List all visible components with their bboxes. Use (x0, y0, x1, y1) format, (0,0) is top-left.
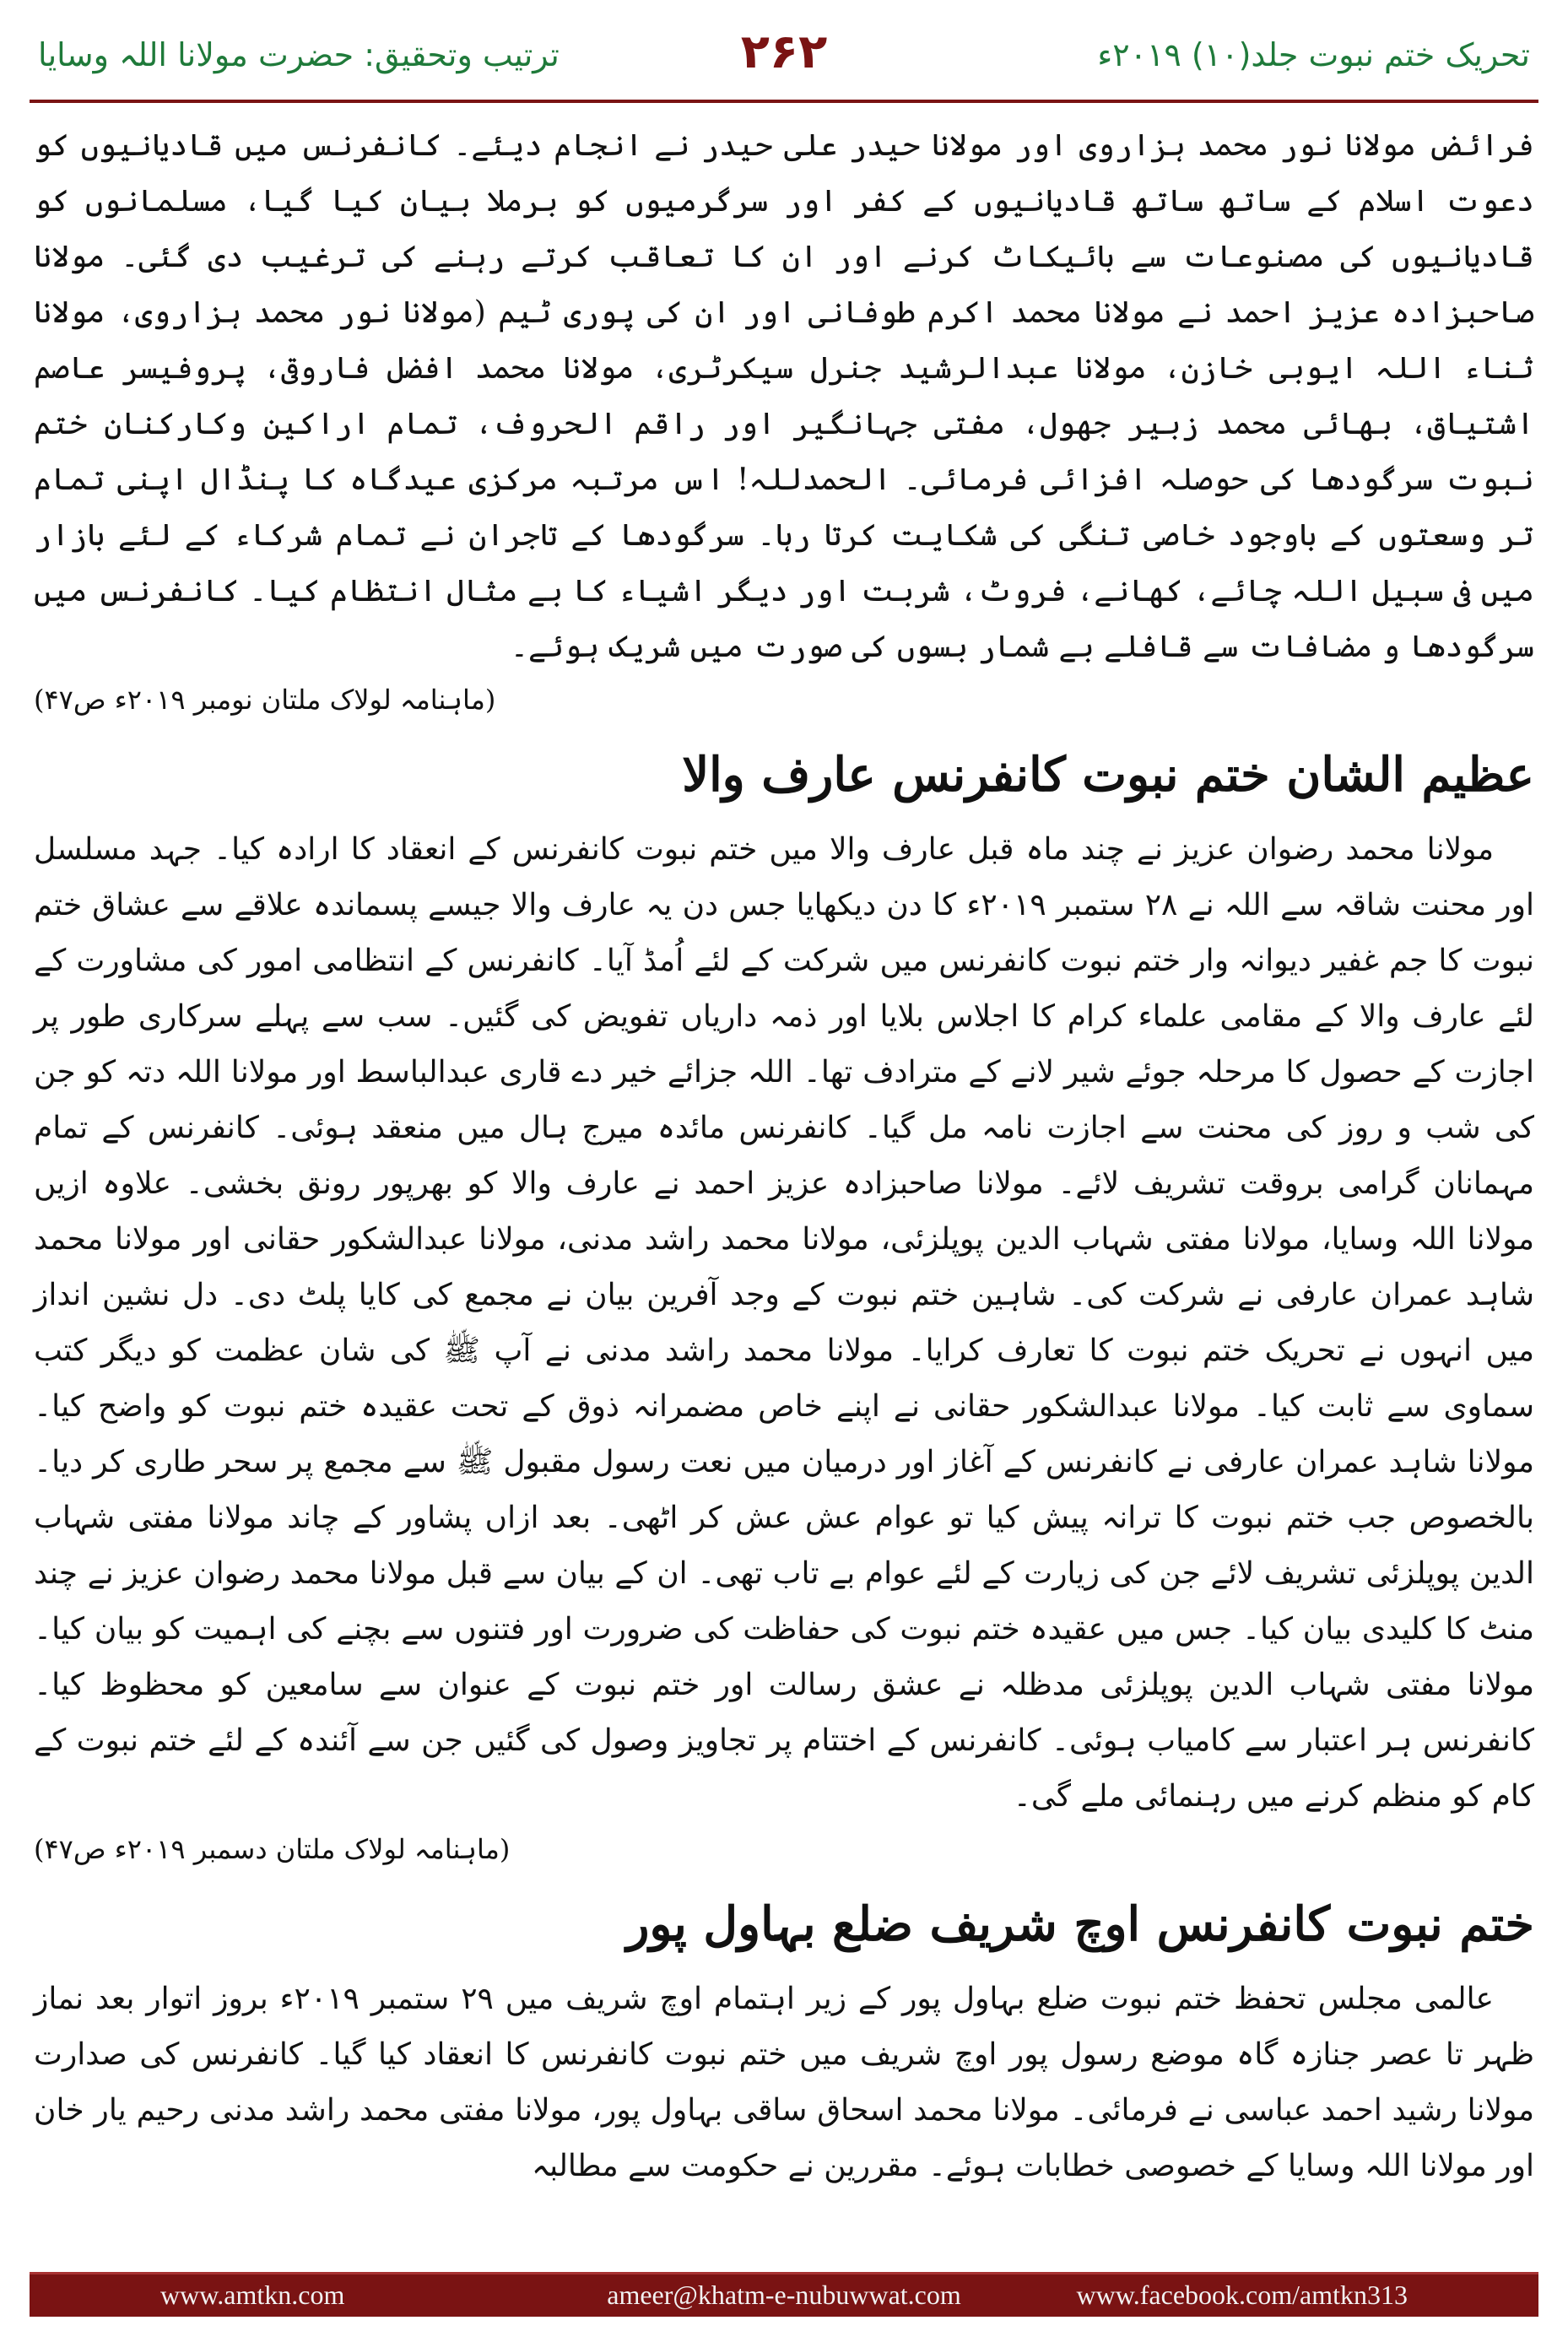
section-heading: عظیم الشان ختم نبوت کانفرنس عارف والا (682, 747, 1534, 803)
citation-text: (ماہنامہ لولاک ملتان نومبر ۲۰۱۹ء ص۴۷) (34, 684, 496, 716)
citation (34, 1825, 1534, 1874)
footer-website-link[interactable]: www.amtkn.com (160, 2280, 345, 2310)
page-footer (30, 2272, 1538, 2317)
paragraph: عالمی مجلس تحفظ ختم نبوت ضلع بہاول پور کے زیر اہتمام اوچ شریف میں ۲۹ ستمبر ۲۰۱۹ء بروز اتوار بعد نماز ظہر تا عصر جنازہ گاہ موضع رسول پور اوچ شریف میں ختم نبوت کانفرنس کا انعقاد کیا گیا۔ کانفرنس کی صدارت مولانا رشید احمد عباسی نے فرمائی۔ مولانا محمد اسحاق ساقی بہاول پور، مولانا مفتی محمد راشد مدنی رحیم یار خان اور مولانا اللہ وسایا کے خصوصی خطابات ہوئے۔ مقررین نے حکومت سے مطالبہ (34, 1982, 1534, 2183)
header-book-title: تحریک ختم نبوت جلد(۱۰) ۲۰۱۹ء (1097, 36, 1530, 73)
page-number: ۲۶۲ (740, 24, 828, 79)
section-uch-sharif (34, 1882, 1534, 2194)
section-heading: ختم نبوت کانفرنس اوچ شریف ضلع بہاول پور (626, 1896, 1534, 1952)
article-body (34, 118, 1534, 2262)
footer-facebook-link[interactable]: www.facebook.com/amtkn313 (1076, 2280, 1408, 2310)
header-compiler: ترتیب وتحقیق: حضرت مولانا اللہ وسایا (38, 36, 560, 73)
citation (34, 675, 1534, 724)
paragraph: فرائض مولانا نور محمد ہزاروی اور مولانا حیدر علی حیدر نے انجام دیئے۔ کانفرنس میں قادیانیوں کو دعوت اسلام کے ساتھ ساتھ قادیانیوں کے کفر اور سرگرمیوں کو برملا بیان کیا گیا، مسلمانوں کو قادیانیوں کی مصنوعات سے بائیکاٹ کرنے اور ان کا تعاقب کرتے رہنے کی ترغیب دی گئی۔ مولانا صاحبزادہ عزیز احمد نے مولانا محمد اکرم طوفانی اور ان کی پوری ٹیم (مولانا نور محمد ہزاروی، مولانا ثناء اللہ ایوبی خازن، مولانا عبدالرشید جنرل سیکرٹری، مولانا محمد افضل فاروقی، پروفیسر عاصم اشتیاق، بھائی محمد زبیر جھول، مفتی جہانگیر اور راقم الحروف، تمام اراکین وکارکنان ختم نبوت سرگودھا کی حوصلہ افزائی فرمائی۔ الحمدللہ! اس مرتبہ مرکزی عیدگاہ کا پنڈال اپنی تمام تر وسعتوں کے باوجود خاصی تنگی کی شکایت کرتا رہا۔ سرگودھا کے تاجران نے تمام شرکاء کے لئے بازار میں فی سبیل اللہ چائے، کھانے، فروٹ، شربت اور دیگر اشیاء کا بے مثال انتظام کیا۔ کانفرنس میں سرگودھا و مضافات سے قافلے بے شمار بسوں کی صورت میں شریک ہوئے۔ (34, 128, 1534, 664)
section-arifwala (34, 733, 1534, 1874)
citation-text: (ماہنامہ لولاک ملتان دسمبر ۲۰۱۹ء ص۴۷) (34, 1833, 511, 1865)
footer-email-link[interactable]: ameer@khatm-e-nubuwwat.com (607, 2280, 961, 2310)
page-header (30, 21, 1538, 105)
header-rule (30, 100, 1538, 103)
paragraph: مولانا محمد رضوان عزیز نے چند ماہ قبل عارف والا میں ختم نبوت کانفرنس کے انعقاد کا ارادہ کیا۔ جہد مسلسل اور محنت شاقہ سے اللہ نے ۲۸ ستمبر ۲۰۱۹ء کا دن دیکھایا جس دن یہ عارف والا جیسے پسماندہ علاقے سے عشاق ختم نبوت کا جم غفیر دیوانہ وار ختم نبوت کانفرنس میں شرکت کے لئے اُمڈ آیا۔ کانفرنس کے انتظامی امور کی مشاورت کے لئے عارف والا کے مقامی علماء کرام کا اجلاس بلایا اور ذمہ داریاں تفویض کی گئیں۔ سب سے پہلے سرکاری طور پر اجازت کے حصول کا مرحلہ جوئے شیر لانے کے مترادف تھا۔ اللہ جزائے خیر دے قاری عبدالباسط اور مولانا اللہ دتہ کو جن کی شب و روز کی محنت سے اجازت نامہ مل گیا۔ کانفرنس مائدہ میرج ہال میں منعقد ہوئی۔ کانفرنس کے تمام مہمانان گرامی بروقت تشریف لائے۔ مولانا صاحبزادہ عزیز احمد نے عارف والا کو بھرپور رونق بخشی۔ علاوہ ازیں مولانا اللہ وسایا، مولانا مفتی شہاب الدین پوپلزئی، مولانا محمد راشد مدنی، مولانا عبدالشکور حقانی اور مولانا محمد شاہد عمران عارفی نے شرکت کی۔ شاہین ختم نبوت کے وجد آفرین بیان نے مجمع کی کایا پلٹ دی۔ دل نشین انداز میں انہوں نے تحریک ختم نبوت کا تعارف کرایا۔ مولانا محمد راشد مدنی نے آپ ﷺ کی شان عظمت کو دیگر کتب سماوی سے ثابت کیا۔ مولانا عبدالشکور حقانی نے اپنے خاص مضمرانہ ذوق کے تحت عقیدہ ختم نبوت کو واضح کیا۔ مولانا شاہد عمران عارفی نے کانفرنس کے آغاز اور درمیان میں نعت رسول مقبول ﷺ سے مجمع پر سحر طاری کر دیا۔ بالخصوص جب ختم نبوت کا ترانہ پیش کیا تو عوام عش عش کر اٹھی۔ بعد ازاں پشاور کے چاند مولانا مفتی شہاب الدین پوپلزئی تشریف لائے جن کی زیارت کے لئے عوام بے تاب تھی۔ ان کے بیان سے قبل مولانا محمد رضوان عزیز نے چند منٹ کا کلیدی بیان کیا۔ جس میں عقیدہ ختم نبوت کی حفاظت کی ضرورت اور فتنوں سے بچنے کی اہمیت کو بیان کیا۔ مولانا مفتی شہاب الدین پوپلزئی مدظلہ نے عشق رسالت اور ختم نبوت کے عنوان سے سامعین کو محظوظ کیا۔ کانفرنس ہر اعتبار سے کامیاب ہوئی۔ کانفرنس کے اختتام پر تجاویز وصول کی گئیں جن سے آئندہ کے لئے ختم نبوت کے کام کو منظم کرنے میں رہنمائی ملے گی۔ (34, 832, 1535, 1814)
section-sargodha (34, 118, 1534, 724)
